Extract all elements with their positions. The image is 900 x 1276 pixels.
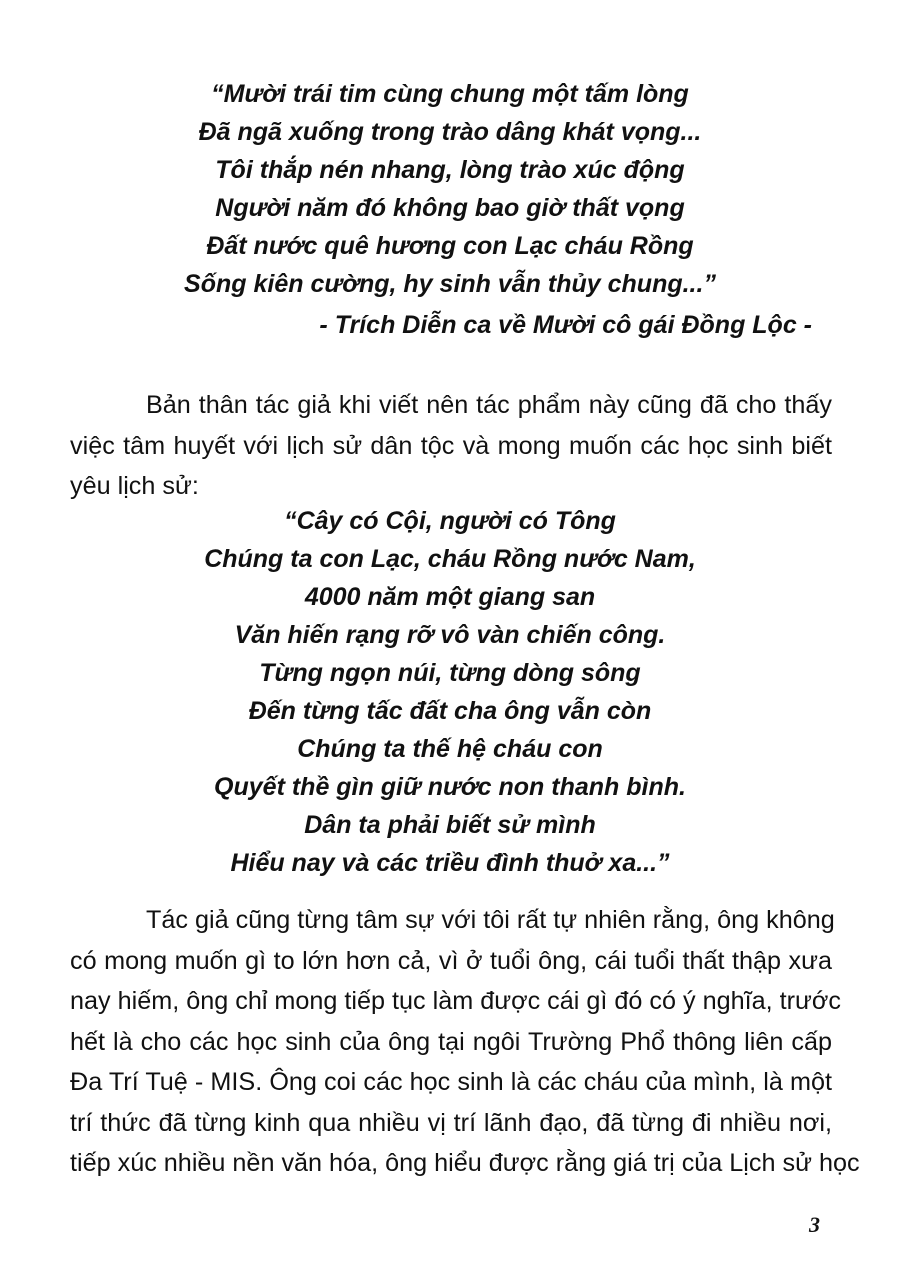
page-number: 3: [809, 1212, 820, 1237]
poem-line: Từng ngọn núi, từng dòng sông: [259, 659, 641, 687]
poem-line: Chúng ta con Lạc, cháu Rồng nước Nam,: [204, 545, 696, 573]
poem-line: Đến từng tấc đất cha ông vẫn còn: [248, 697, 652, 725]
paragraph-line: hết là cho các học sinh của ông tại ngôi Trường Phổ thông liên cấp: [70, 1027, 832, 1056]
paragraph-line: Đa Trí Tuệ - MIS. Ông coi các học sinh là các cháu của mình, là một: [70, 1068, 832, 1096]
paragraph-line: nay hiếm, ông chỉ mong tiếp tục làm được cái gì đó có ý nghĩa, trước: [70, 987, 841, 1015]
poem-line: “Cây có Cội, người có Tông: [284, 507, 616, 535]
poem-excerpt-history: [70, 502, 830, 882]
poem-line: Đất nước quê hương con Lạc cháu Rồng: [206, 232, 694, 260]
paragraph-line: Tác giả cũng từng tâm sự với tôi rất tự nhiên rằng, ông không: [146, 906, 835, 934]
paragraph-line: có mong muốn gì to lớn hơn cả, vì ở tuổi ông, cái tuổi thất thập xưa: [70, 946, 832, 975]
paragraph-line: yêu lịch sử:: [70, 472, 199, 500]
poem-line: Văn hiến rạng rỡ vô vàn chiến công.: [234, 621, 666, 649]
poem-line: “Mười trái tim cùng chung một tấm lòng: [211, 80, 689, 108]
poem-line: Dân ta phải biết sử mình: [304, 811, 596, 839]
paragraph-line: tiếp xúc nhiều nền văn hóa, ông hiểu được rằng giá trị của Lịch sử học: [70, 1149, 860, 1177]
poem-line: Đã ngã xuống trong trào dâng khát vọng...: [198, 118, 702, 146]
poem-line: Quyết thề gìn giữ nước non thanh bình.: [214, 773, 686, 801]
body-paragraph: [70, 900, 860, 1184]
poem-attribution: - Trích Diễn ca về Mười cô gái Đồng Lộc -: [319, 311, 812, 339]
paragraph-line: việc tâm huyết với lịch sử dân tộc và mong muốn các học sinh biết: [70, 431, 832, 460]
poem-line: Sống kiên cường, hy sinh vẫn thủy chung...”: [184, 270, 716, 298]
poem-line: Chúng ta thế hệ cháu con: [297, 735, 603, 763]
poem-line: Người năm đó không bao giờ thất vọng: [215, 194, 685, 222]
paragraph-line: trí thức đã từng kinh qua nhiều vị trí lãnh đạo, đã từng đi nhiều nơi,: [70, 1108, 832, 1137]
poem-line: Tôi thắp nén nhang, lòng trào xúc động: [215, 156, 685, 184]
paragraph-line: Bản thân tác giả khi viết nên tác phẩm này cũng đã cho thấy: [146, 391, 832, 419]
poem-line: 4000 năm một giang san: [304, 583, 596, 611]
poem-excerpt-dong-loc: [100, 75, 800, 303]
body-paragraph: [70, 385, 832, 507]
poem-line: Hiểu nay và các triều đình thuở xa...”: [230, 849, 670, 877]
